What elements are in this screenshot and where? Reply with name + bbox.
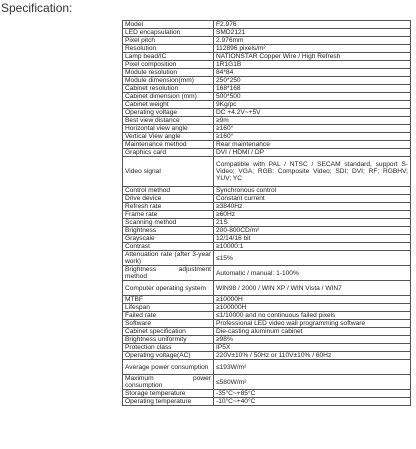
spec-value: NATIONSTAR Copper Wire / High Refresh (214, 53, 411, 61)
spec-value: 220V±10% / 50Hz or 110V±10% / 60Hz (214, 352, 411, 360)
table-row (123, 61, 411, 69)
spec-label: Cabinet resolution (123, 85, 214, 93)
table-row (123, 125, 411, 133)
spec-label: Control method (123, 187, 214, 195)
table-row (123, 296, 411, 304)
table-row (123, 141, 411, 149)
spec-value: -35°C~+85°C (214, 390, 411, 398)
spec-label: Scanning method (123, 219, 214, 227)
spec-label: Brightness adjustment method (123, 266, 214, 281)
spec-value: 112896 pixels/m² (214, 45, 411, 53)
table-row (123, 243, 411, 251)
table-row (123, 203, 411, 211)
spec-value: Constant current (214, 195, 411, 203)
table-row (123, 29, 411, 37)
table-row (123, 69, 411, 77)
spec-label: Failed rate (123, 312, 214, 320)
spec-label: Storage temperature (123, 390, 214, 398)
spec-label: Pixel pitch (123, 37, 214, 45)
spec-value: 9Kg/pc (214, 101, 411, 109)
spec-value: Professional LED video wall programming software (214, 320, 411, 328)
table-row (123, 21, 411, 29)
spec-value: -10°C~+40°C (214, 398, 411, 406)
spec-value: ≤1/10000 and no continuous failed pixels (214, 312, 411, 320)
spec-label: Grayscale (123, 235, 214, 243)
spec-value: ≤193W/m² (214, 360, 411, 375)
spec-value: 2.976mm (214, 37, 411, 45)
spec-value: Rear maintenance (214, 141, 411, 149)
spec-value: ≥3840Hz (214, 203, 411, 211)
spec-label: Operating voltage (123, 109, 214, 117)
table-row (123, 53, 411, 61)
table-row (123, 235, 411, 243)
table-row (123, 157, 411, 187)
spec-label: Cabinet dimension (mm) (123, 93, 214, 101)
table-row (123, 219, 411, 227)
spec-label: Attenuation rate (after 3-year work) (123, 251, 214, 266)
table-row (123, 344, 411, 352)
spec-value: 12/14/16 bit (214, 235, 411, 243)
table-row (123, 328, 411, 336)
spec-label: Frame rate (123, 211, 214, 219)
table-row (123, 85, 411, 93)
spec-label: Pixel composition (123, 61, 214, 69)
spec-value: ≥10000H (214, 296, 411, 304)
spec-label: Protection class (123, 344, 214, 352)
spec-label: Graphics card (123, 149, 214, 157)
spec-label: Maximum power consumption (123, 375, 214, 390)
spec-value: 250*250 (214, 77, 411, 85)
spec-label: Horizontal view angle (123, 125, 214, 133)
spec-label: Vertical View angle (123, 133, 214, 141)
table-row (123, 187, 411, 195)
spec-value: ≤580W/m² (214, 375, 411, 390)
spec-value: WIN98 / 2000 / WIN XP / WIN Vista / WIN7 (214, 281, 411, 296)
spec-label: Module dimension(mm) (123, 77, 214, 85)
spec-value: IP5X (214, 344, 411, 352)
table-row (123, 390, 411, 398)
table-row (123, 320, 411, 328)
spec-value: SMD2121 (214, 29, 411, 37)
table-row (123, 117, 411, 125)
spec-label: Cabinet specification (123, 328, 214, 336)
spec-value: 500*500 (214, 93, 411, 101)
spec-label: Drive device (123, 195, 214, 203)
table-row (123, 149, 411, 157)
spec-value: 200-800CD/m² (214, 227, 411, 235)
spec-label: LED encapsulation (123, 29, 214, 37)
table-row (123, 77, 411, 85)
spec-label: Contrast (123, 243, 214, 251)
table-row (123, 101, 411, 109)
table-row (123, 227, 411, 235)
table-row (123, 133, 411, 141)
spec-label: MTBF (123, 296, 214, 304)
spec-label: Brightness (123, 227, 214, 235)
spec-value: 21S (214, 219, 411, 227)
spec-label: Operating voltage(AC) (123, 352, 214, 360)
spec-label: Video signal (123, 157, 214, 187)
spec-label: Average power consumption (123, 360, 214, 375)
spec-label: Software (123, 320, 214, 328)
spec-value: ≥98% (214, 336, 411, 344)
specification-table (122, 20, 411, 406)
table-row (123, 211, 411, 219)
spec-value: Synchronous control (214, 187, 411, 195)
table-row (123, 304, 411, 312)
spec-label: Operating temperature (123, 398, 214, 406)
table-row (123, 375, 411, 390)
spec-value: ≥160° (214, 133, 411, 141)
spec-value: 84*84 (214, 69, 411, 77)
spec-value: ≥9m (214, 117, 411, 125)
spec-label: Lamp bead/IC (123, 53, 214, 61)
spec-value: ≥60Hz (214, 211, 411, 219)
spec-value: DVI / HDMI / DP (214, 149, 411, 157)
table-row (123, 109, 411, 117)
spec-value: ≤15% (214, 251, 411, 266)
spec-value: ≥100000H (214, 304, 411, 312)
page-heading: Specification: (1, 1, 73, 15)
table-row (123, 37, 411, 45)
spec-value: ≥10000:1 (214, 243, 411, 251)
spec-label: Resolution (123, 45, 214, 53)
table-row (123, 45, 411, 53)
spec-label: Maintenance method (123, 141, 214, 149)
table-row (123, 312, 411, 320)
spec-value: DC +4.2V~+5V (214, 109, 411, 117)
table-row (123, 398, 411, 406)
spec-value: F2.976 (214, 21, 411, 29)
table-row (123, 352, 411, 360)
table-row (123, 266, 411, 281)
table-row (123, 360, 411, 375)
table-row (123, 251, 411, 266)
spec-label: Best view distance (123, 117, 214, 125)
table-row (123, 93, 411, 101)
spec-label: Brightness uniformity (123, 336, 214, 344)
spec-label: Module resolution (123, 69, 214, 77)
spec-value: 168*168 (214, 85, 411, 93)
spec-value: ≥160° (214, 125, 411, 133)
spec-label: Model (123, 21, 214, 29)
table-row (123, 281, 411, 296)
spec-label: Refresh rate (123, 203, 214, 211)
spec-label: Cabinet weight (123, 101, 214, 109)
spec-value: Die-casting aluminum cabinet (214, 328, 411, 336)
spec-label: Lifespan (123, 304, 214, 312)
spec-value: Compatible with PAL / NTSC / SECAM standard, support S-Video; VGA; RGB; Composite Video; SDI; DVI; RF; RGBHV; YUV; YC (214, 157, 411, 187)
spec-value: Automatic / manual: 1-100% (214, 266, 411, 281)
spec-label: Computer operating system (123, 281, 214, 296)
table-row (123, 336, 411, 344)
spec-value: 1R1G1B (214, 61, 411, 69)
table-row (123, 195, 411, 203)
